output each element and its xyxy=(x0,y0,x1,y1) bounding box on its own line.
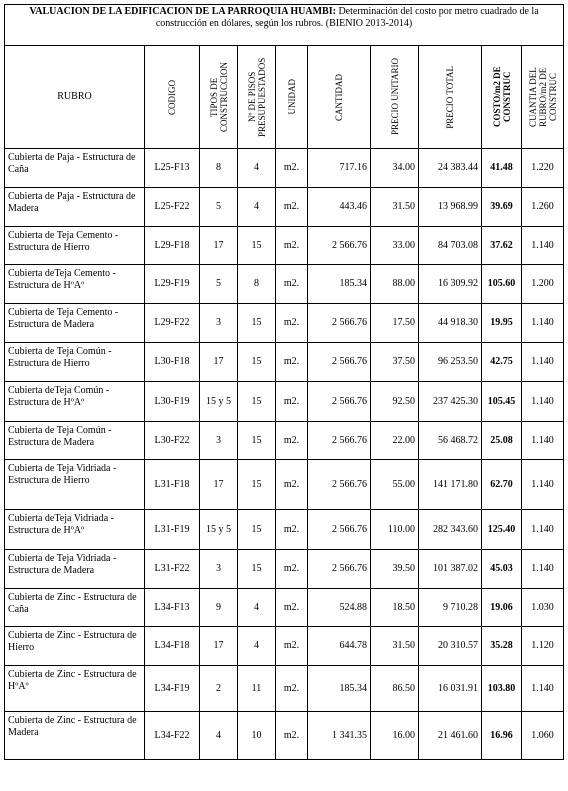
cell-costo-m2: 41.48 xyxy=(482,149,522,188)
cell-tipos: 17 xyxy=(200,227,238,265)
cell-pisos: 11 xyxy=(238,666,276,712)
header-precio-unitario-label: PRECIO UNITARIO xyxy=(389,58,400,136)
cell-rubro: Cubierta de Zinc - Estructura de HºAº xyxy=(5,666,145,712)
cell-tipos: 17 xyxy=(200,343,238,382)
cell-cuantia: 1.260 xyxy=(522,188,564,227)
cell-precio-total: 84 703.08 xyxy=(419,227,482,265)
table-row xyxy=(5,265,564,304)
table-row xyxy=(5,550,564,589)
cell-tipos: 17 xyxy=(200,627,238,666)
cell-unidad: m2. xyxy=(276,422,308,460)
cell-precio-total: 20 310.57 xyxy=(419,627,482,666)
cell-rubro: Cubierta de Teja Común - Estructura de Hierro xyxy=(5,343,145,382)
header-codigo xyxy=(145,46,200,149)
cell-codigo: L31-F19 xyxy=(145,510,200,550)
cell-rubro: Cubierta de Teja Cemento - Estructura de Hierro xyxy=(5,227,145,265)
cell-unidad: m2. xyxy=(276,550,308,589)
table-title-rest: Determinación del costo por metro cuadrado de la construcción en dólares, según los rubros. (BIENIO 2013-2014) xyxy=(155,6,539,29)
table-row xyxy=(5,589,564,627)
cell-costo-m2: 45.03 xyxy=(482,550,522,589)
cell-cantidad: 2 566.76 xyxy=(308,304,371,343)
cell-codigo: L30-F18 xyxy=(145,343,200,382)
cell-cuantia: 1.140 xyxy=(522,666,564,712)
header-pisos xyxy=(238,46,276,149)
cell-unidad: m2. xyxy=(276,227,308,265)
cell-tipos: 8 xyxy=(200,149,238,188)
cell-pisos: 15 xyxy=(238,304,276,343)
cell-rubro: Cubierta de Teja Vidriada - Estructura de Madera xyxy=(5,550,145,589)
cell-precio-total: 56 468.72 xyxy=(419,422,482,460)
cell-codigo: L29-F22 xyxy=(145,304,200,343)
cell-pisos: 15 xyxy=(238,382,276,422)
cell-precio-total: 141 171.80 xyxy=(419,460,482,510)
cell-cuantia: 1.220 xyxy=(522,149,564,188)
document-page xyxy=(4,4,563,760)
cell-precio-unitario: 17.50 xyxy=(371,304,419,343)
cell-cantidad: 443.46 xyxy=(308,188,371,227)
cell-unidad: m2. xyxy=(276,304,308,343)
cell-precio-unitario: 86.50 xyxy=(371,666,419,712)
cell-cuantia: 1.140 xyxy=(522,550,564,589)
cell-pisos: 15 xyxy=(238,422,276,460)
cell-cantidad: 2 566.76 xyxy=(308,422,371,460)
cell-unidad: m2. xyxy=(276,627,308,666)
cell-cuantia: 1.200 xyxy=(522,265,564,304)
cell-costo-m2: 62.70 xyxy=(482,460,522,510)
cell-codigo: L29-F18 xyxy=(145,227,200,265)
cell-precio-unitario: 18.50 xyxy=(371,589,419,627)
table-row xyxy=(5,460,564,510)
cell-precio-unitario: 34.00 xyxy=(371,149,419,188)
table-title-bold: VALUACION DE LA EDIFICACION DE LA PARROQUIA HUAMBI: xyxy=(29,6,336,17)
cell-tipos: 17 xyxy=(200,460,238,510)
header-unidad xyxy=(276,46,308,149)
cell-precio-unitario: 55.00 xyxy=(371,460,419,510)
cell-unidad: m2. xyxy=(276,510,308,550)
cell-precio-unitario: 88.00 xyxy=(371,265,419,304)
cell-tipos: 3 xyxy=(200,550,238,589)
cell-codigo: L34-F19 xyxy=(145,666,200,712)
cell-tipos: 3 xyxy=(200,422,238,460)
table-row xyxy=(5,149,564,188)
cell-cuantia: 1.120 xyxy=(522,627,564,666)
cell-pisos: 4 xyxy=(238,589,276,627)
cell-pisos: 15 xyxy=(238,227,276,265)
cell-pisos: 15 xyxy=(238,460,276,510)
cell-tipos: 9 xyxy=(200,589,238,627)
cell-tipos: 4 xyxy=(200,712,238,760)
cell-cuantia: 1.030 xyxy=(522,589,564,627)
cell-codigo: L29-F19 xyxy=(145,265,200,304)
cell-rubro: Cubierta deTeja Vidriada - Estructura de HºAº xyxy=(5,510,145,550)
header-cuantia-label: CUANTIA DEL RUBRO/m2 DE CONSTRUC xyxy=(527,67,558,127)
cell-precio-total: 282 343.60 xyxy=(419,510,482,550)
cell-unidad: m2. xyxy=(276,188,308,227)
cell-rubro: Cubierta de Teja Cemento - Estructura de Madera xyxy=(5,304,145,343)
cell-pisos: 15 xyxy=(238,510,276,550)
table-row xyxy=(5,188,564,227)
cell-precio-unitario: 37.50 xyxy=(371,343,419,382)
cell-tipos: 3 xyxy=(200,304,238,343)
table-row xyxy=(5,666,564,712)
cell-precio-total: 13 968.99 xyxy=(419,188,482,227)
cell-costo-m2: 25.08 xyxy=(482,422,522,460)
cell-costo-m2: 16.96 xyxy=(482,712,522,760)
cell-pisos: 4 xyxy=(238,627,276,666)
cell-precio-unitario: 16.00 xyxy=(371,712,419,760)
cell-cuantia: 1.140 xyxy=(522,510,564,550)
cell-cantidad: 644.78 xyxy=(308,627,371,666)
cell-cantidad: 524.88 xyxy=(308,589,371,627)
cell-rubro: Cubierta de Teja Común - Estructura de Madera xyxy=(5,422,145,460)
cell-cantidad: 185.34 xyxy=(308,666,371,712)
cell-rubro: Cubierta de Paja - Estructura de Madera xyxy=(5,188,145,227)
header-row xyxy=(5,46,564,149)
cell-costo-m2: 125.40 xyxy=(482,510,522,550)
cell-cuantia: 1.140 xyxy=(522,460,564,510)
cell-codigo: L34-F13 xyxy=(145,589,200,627)
cell-precio-unitario: 39.50 xyxy=(371,550,419,589)
cell-precio-total: 24 383.44 xyxy=(419,149,482,188)
cell-costo-m2: 42.75 xyxy=(482,343,522,382)
cell-cuantia: 1.060 xyxy=(522,712,564,760)
cell-unidad: m2. xyxy=(276,149,308,188)
cell-unidad: m2. xyxy=(276,265,308,304)
cell-codigo: L31-F18 xyxy=(145,460,200,510)
cell-tipos: 15 y 5 xyxy=(200,382,238,422)
cell-costo-m2: 35.28 xyxy=(482,627,522,666)
header-tipos-label: TIPOS DE CONSTRUCCION xyxy=(208,62,229,133)
header-unidad-label: UNIDAD xyxy=(286,79,297,115)
cell-cantidad: 2 566.76 xyxy=(308,460,371,510)
cell-cantidad: 2 566.76 xyxy=(308,227,371,265)
cell-pisos: 10 xyxy=(238,712,276,760)
cell-codigo: L30-F19 xyxy=(145,382,200,422)
cell-unidad: m2. xyxy=(276,343,308,382)
table-row xyxy=(5,343,564,382)
cell-costo-m2: 103.80 xyxy=(482,666,522,712)
cell-rubro: Cubierta de Teja Vidriada - Estructura de Hierro xyxy=(5,460,145,510)
cell-precio-total: 16 031.91 xyxy=(419,666,482,712)
header-pisos-label: Nº DE PISOS PRESUPUESTADOS xyxy=(246,57,267,137)
table-title xyxy=(5,5,564,46)
cell-cantidad: 185.34 xyxy=(308,265,371,304)
header-precio-unitario xyxy=(371,46,419,149)
table-row xyxy=(5,227,564,265)
table-row xyxy=(5,304,564,343)
cell-rubro: Cubierta deTeja Cemento - Estructura de HºAº xyxy=(5,265,145,304)
cell-precio-total: 101 387.02 xyxy=(419,550,482,589)
cell-rubro: Cubierta de Zinc - Estructura de Hierro xyxy=(5,627,145,666)
cell-tipos: 5 xyxy=(200,265,238,304)
cell-codigo: L34-F22 xyxy=(145,712,200,760)
table-row xyxy=(5,627,564,666)
cell-codigo: L25-F13 xyxy=(145,149,200,188)
header-codigo-label: CODIGO xyxy=(167,79,177,115)
cell-pisos: 4 xyxy=(238,149,276,188)
cell-rubro: Cubierta de Paja - Estructura de Caña xyxy=(5,149,145,188)
cell-codigo: L31-F22 xyxy=(145,550,200,589)
cell-cantidad: 1 341.35 xyxy=(308,712,371,760)
cell-rubro: Cubierta de Zinc - Estructura de Madera xyxy=(5,712,145,760)
cell-tipos: 5 xyxy=(200,188,238,227)
cell-pisos: 15 xyxy=(238,343,276,382)
header-tipos xyxy=(200,46,238,149)
cell-tipos: 2 xyxy=(200,666,238,712)
cell-precio-unitario: 31.50 xyxy=(371,188,419,227)
header-cantidad-label: CANTIDAD xyxy=(334,73,344,121)
cell-rubro: Cubierta deTeja Común - Estructura de HºAº xyxy=(5,382,145,422)
header-cuantia xyxy=(522,46,564,149)
cell-precio-total: 44 918.30 xyxy=(419,304,482,343)
cell-cantidad: 2 566.76 xyxy=(308,550,371,589)
cell-costo-m2: 19.06 xyxy=(482,589,522,627)
cell-unidad: m2. xyxy=(276,382,308,422)
cell-unidad: m2. xyxy=(276,460,308,510)
header-costo-m2 xyxy=(482,46,522,149)
cell-precio-unitario: 110.00 xyxy=(371,510,419,550)
header-rubro: RUBRO xyxy=(5,46,145,149)
cell-pisos: 15 xyxy=(238,550,276,589)
valuation-table xyxy=(4,4,564,760)
cell-codigo: L34-F18 xyxy=(145,627,200,666)
cell-unidad: m2. xyxy=(276,712,308,760)
cell-precio-unitario: 22.00 xyxy=(371,422,419,460)
header-precio-total-label: PRECIO TOTAL xyxy=(445,65,455,129)
cell-precio-total: 237 425.30 xyxy=(419,382,482,422)
table-row xyxy=(5,510,564,550)
cell-cantidad: 717.16 xyxy=(308,149,371,188)
header-costo-m2-label: COSTO/m2 DE CONSTRUC xyxy=(491,66,512,128)
header-cantidad xyxy=(308,46,371,149)
cell-cantidad: 2 566.76 xyxy=(308,382,371,422)
cell-costo-m2: 19.95 xyxy=(482,304,522,343)
cell-precio-unitario: 92.50 xyxy=(371,382,419,422)
cell-precio-unitario: 31.50 xyxy=(371,627,419,666)
cell-precio-total: 21 461.60 xyxy=(419,712,482,760)
cell-costo-m2: 37.62 xyxy=(482,227,522,265)
cell-precio-total: 16 309.92 xyxy=(419,265,482,304)
table-body xyxy=(5,149,564,760)
cell-costo-m2: 105.45 xyxy=(482,382,522,422)
cell-precio-unitario: 33.00 xyxy=(371,227,419,265)
cell-rubro: Cubierta de Zinc - Estructura de Caña xyxy=(5,589,145,627)
cell-tipos: 15 y 5 xyxy=(200,510,238,550)
cell-cuantia: 1.140 xyxy=(522,422,564,460)
cell-costo-m2: 105.60 xyxy=(482,265,522,304)
cell-cantidad: 2 566.76 xyxy=(308,510,371,550)
cell-costo-m2: 39.69 xyxy=(482,188,522,227)
cell-cuantia: 1.140 xyxy=(522,304,564,343)
table-row xyxy=(5,382,564,422)
cell-cantidad: 2 566.76 xyxy=(308,343,371,382)
cell-codigo: L30-F22 xyxy=(145,422,200,460)
cell-cuantia: 1.140 xyxy=(522,343,564,382)
cell-precio-total: 96 253.50 xyxy=(419,343,482,382)
cell-cuantia: 1.140 xyxy=(522,382,564,422)
table-row xyxy=(5,712,564,760)
cell-codigo: L25-F22 xyxy=(145,188,200,227)
cell-precio-total: 9 710.28 xyxy=(419,589,482,627)
cell-pisos: 4 xyxy=(238,188,276,227)
cell-unidad: m2. xyxy=(276,666,308,712)
cell-pisos: 8 xyxy=(238,265,276,304)
table-row xyxy=(5,422,564,460)
cell-unidad: m2. xyxy=(276,589,308,627)
header-precio-total xyxy=(419,46,482,149)
cell-cuantia: 1.140 xyxy=(522,227,564,265)
